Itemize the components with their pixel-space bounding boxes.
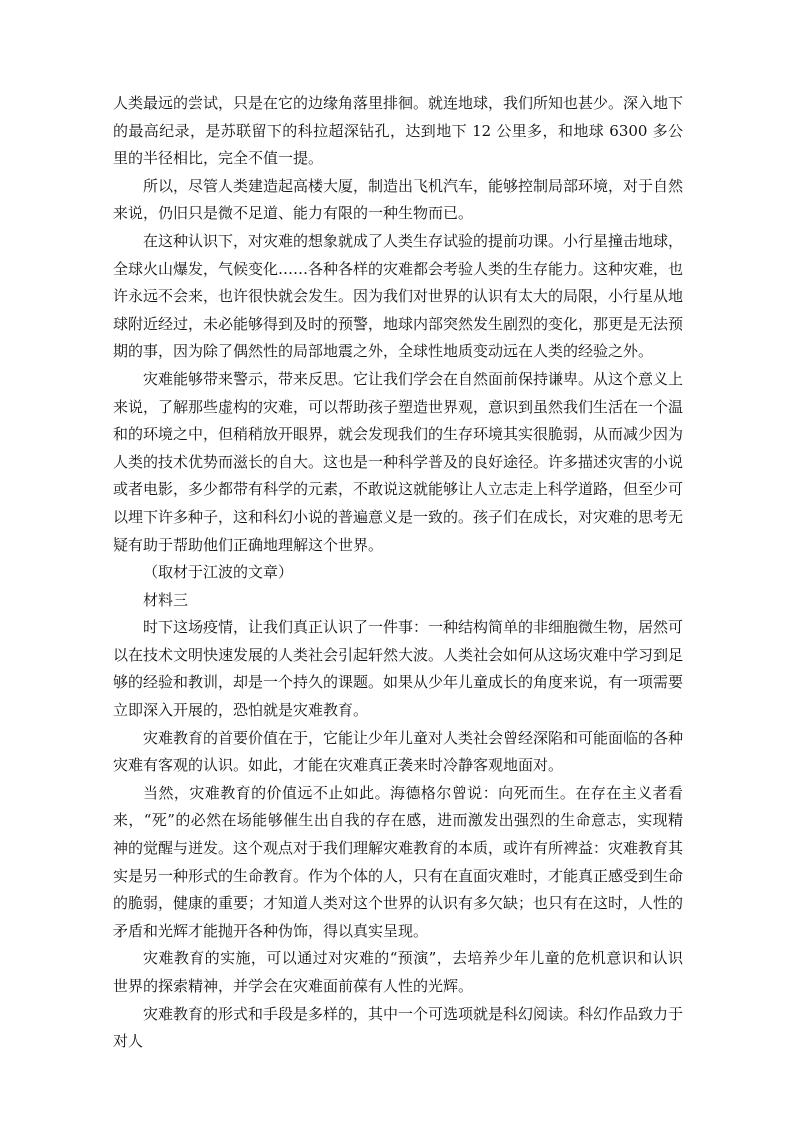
- document-page: [113, 90, 683, 1056]
- paragraph: 灾难能够带来警示，带来反思。它让我们学会在自然面前保持谦卑。从这个意义上来说，了解那些虚构的灾难，可以帮助孩子塑造世界观，意识到虽然我们生活在一个温和的环境之中，但稍稍放开眼界，就会发现我们的生存环境其实很脆弱，从而减少因为人类的技术优势而滋长的自大。这也是一种科学普及的良好途径。许多描述灾害的小说或者电影，多少都带有科学的元素，不敢说这就能够让人立志走上科学道路，但至少可以埋下许多种子，这和科幻小说的普遍意义是一致的。孩子们在成长，对灾难的思考无疑有助于帮助他们正确地理解这个世界。: [113, 369, 684, 554]
- paragraph: 人类最远的尝试，只是在它的边缘角落里排徊。就连地球，我们所知也甚少。深入地下的最高纪录，是苏联留下的科拉超深钻孔，达到地下 12 公里多，和地球 6300 多公里的半径相比，完全不值一提。: [113, 94, 684, 168]
- paragraph: 灾难教育的形式和手段是多样的，其中一个可选项就是科幻阅读。科幻作品致力于对人: [113, 1004, 684, 1051]
- paragraph: 在这种认识下，对灾难的想象就成了人类生存试验的提前功课。小行星撞击地球，全球火山爆发，气候变化……各种各样的灾难都会考验人类的生存能力。这种灾难，也许永远不会来，也许很快就会发生。因为我们对世界的认识有太大的局限，小行星从地球附近经过，未必能够得到及时的预警，地球内部突然发生剧烈的变化，那更是无法预期的事，因为除了偶然性的局部地震之外，全球性地质变动远在人类的经验之外。: [113, 231, 684, 361]
- source-note: （取材于江波的文章）: [143, 563, 294, 582]
- paragraph: 所以，尽管人类建造起高楼大厦，制造出飞机汽车，能够控制局部环境，对于自然来说，仍旧只是微不足道、能力有限的一种生物而已。: [113, 176, 684, 223]
- section-heading: 材料三: [143, 590, 189, 609]
- paragraph: 当然，灾难教育的价值远不止如此。海德格尔曾说：向死而生。在存在主义者看来，“死”的必然在场能够催生出自我的存在感，进而激发出强烈的生命意志，实现精神的觉醒与迸发。这个观点对于我们理解灾难教育的本质，或许有所裨益：灾难教育其实是另一种形式的生命教育。作为个体的人，只有在直面灾难时，才能真正感受到生命的脆弱，健康的重要；才知道人类对这个世界的认识有多欠缺；也只有在这时，人性的矛盾和光辉才能抛开各种伪饰，得以真实呈现。: [113, 783, 684, 940]
- paragraph: 时下这场疫情，让我们真正认识了一件事：一种结构简单的非细胞微生物，居然可以在技术文明快速发展的人类社会引起轩然大波。人类社会如何从这场灾难中学习到足够的经验和教训，却是一个持久的课题。如果从少年儿童成长的角度来说，有一项需要立即深入开展的，恐怕就是灾难教育。: [113, 618, 684, 720]
- paragraph: 灾难教育的首要价值在于，它能让少年儿童对人类社会曾经深陷和可能面临的各种灾难有客观的认识。如此，才能在灾难真正袭来时冷静客观地面对。: [113, 728, 684, 775]
- paragraph: 灾难教育的实施，可以通过对灾难的“预演”，去培养少年儿童的危机意识和认识世界的探索精神，并学会在灾难面前葆有人性的光辉。: [113, 949, 683, 995]
